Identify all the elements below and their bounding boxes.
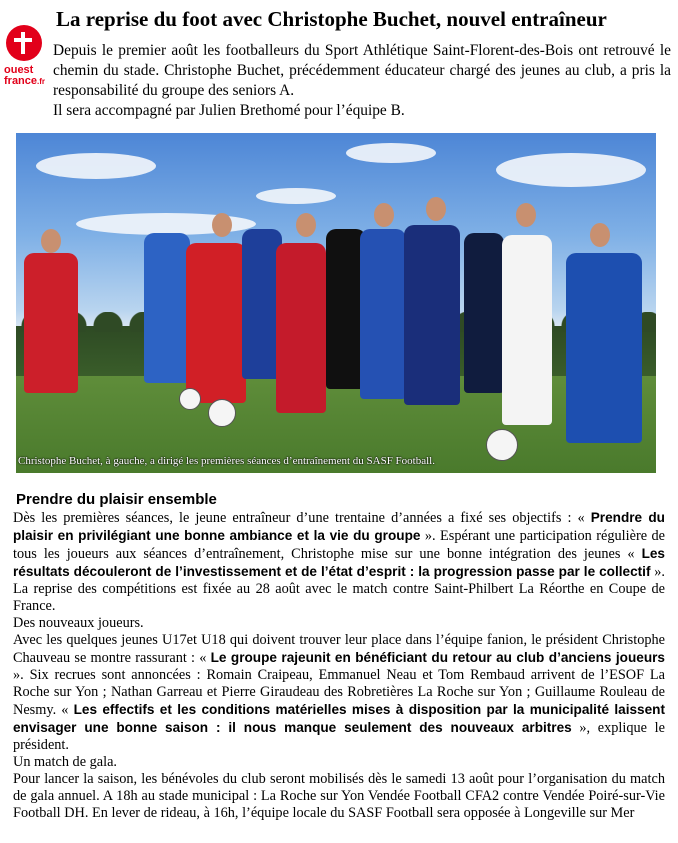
logo-text-line2: france.fr [4,75,46,87]
body-paragraph-1: Dès les premières séances, le jeune entraîneur d’une trentaine d’années a fixé ses objectifs : « Prendre du plaisir en privilégiant une bonne ambiance et la vie du groupe ». Espérant une participation régulière de tous les joueurs aux séances d’entraînement, Christophe mise sur une bonne intégration des jeunes « Les résultats découleront de l’investissement et de l’état d’esprit : la progression passe par le collectif ». La reprise des compétitions est fixée au 28 août avec le match contre Saint-Philbert La Réorthe en Coupe de France. [13,510,666,614]
article-title: La reprise du foot avec Christophe Buchet, nouvel entraîneur [56,7,607,31]
lead-paragraph: Il sera accompagné par Julien Brethomé pour l’équipe B. [53,102,405,119]
team-photo [16,133,656,473]
article-lead [53,41,671,121]
body-paragraph-2: Avec les quelques jeunes U17et U18 qui doivent trouver leur place dans l’équipe fanion, le président Christophe Chauveau se montre rassurant : « Le groupe rajeunit en bénéficiant du retour au club d’anciens joueurs ». Six recrues sont annoncées : Romain Craipeau, Emmanuel Neau et Tom Rembaud arrivent de l’ESOF La Roche sur Yon ; Nathan Garreau et Pierre Giraudeau des Robretières La Roche sur Yon ; Guillaume Rouleau de Nesmy. « Les effectifs et les conditions matérielles mises à disposition par la municipalité laissent envisager une bonne saison : il nous manque seulement des nouveaux arbitres », explique le président. [13,632,665,753]
section-heading-3: Un match de gala. [13,754,118,770]
logo-emblem-icon [6,25,42,61]
body-paragraph-3: Pour lancer la saison, les bénévoles du club seront mobilisés dès le samedi 13 août pour l’organisation du match de gala annuel. A 18h au stade municipal : La Roche sur Yon Vendée Football CFA2 contre Vendée Poiré-sur-Vie Football DH. En lever de rideau, à 16h, l’équipe locale du SASF Football sera opposée à Longeville sur Mer [13,771,665,821]
photo-caption: Christophe Buchet, à gauche, a dirigé les premières séances d’entraînement du SASF Football. [18,455,435,467]
ouest-france-logo[interactable] [4,25,48,103]
section-heading: Prendre du plaisir ensemble [16,491,217,508]
article-body [13,509,665,822]
section-heading-2: Des nouveaux joueurs. [13,615,144,631]
logo-text-line1: ouest [4,64,34,76]
lead-paragraph: Depuis le premier août les footballeurs du Sport Athlétique Saint-Florent-des-Bois ont retrouvé le chemin du stade. Christophe Buchet, précédemment éducateur chargé des jeunes au club, a pris la responsabilité du groupe des seniors A. [53,42,671,99]
